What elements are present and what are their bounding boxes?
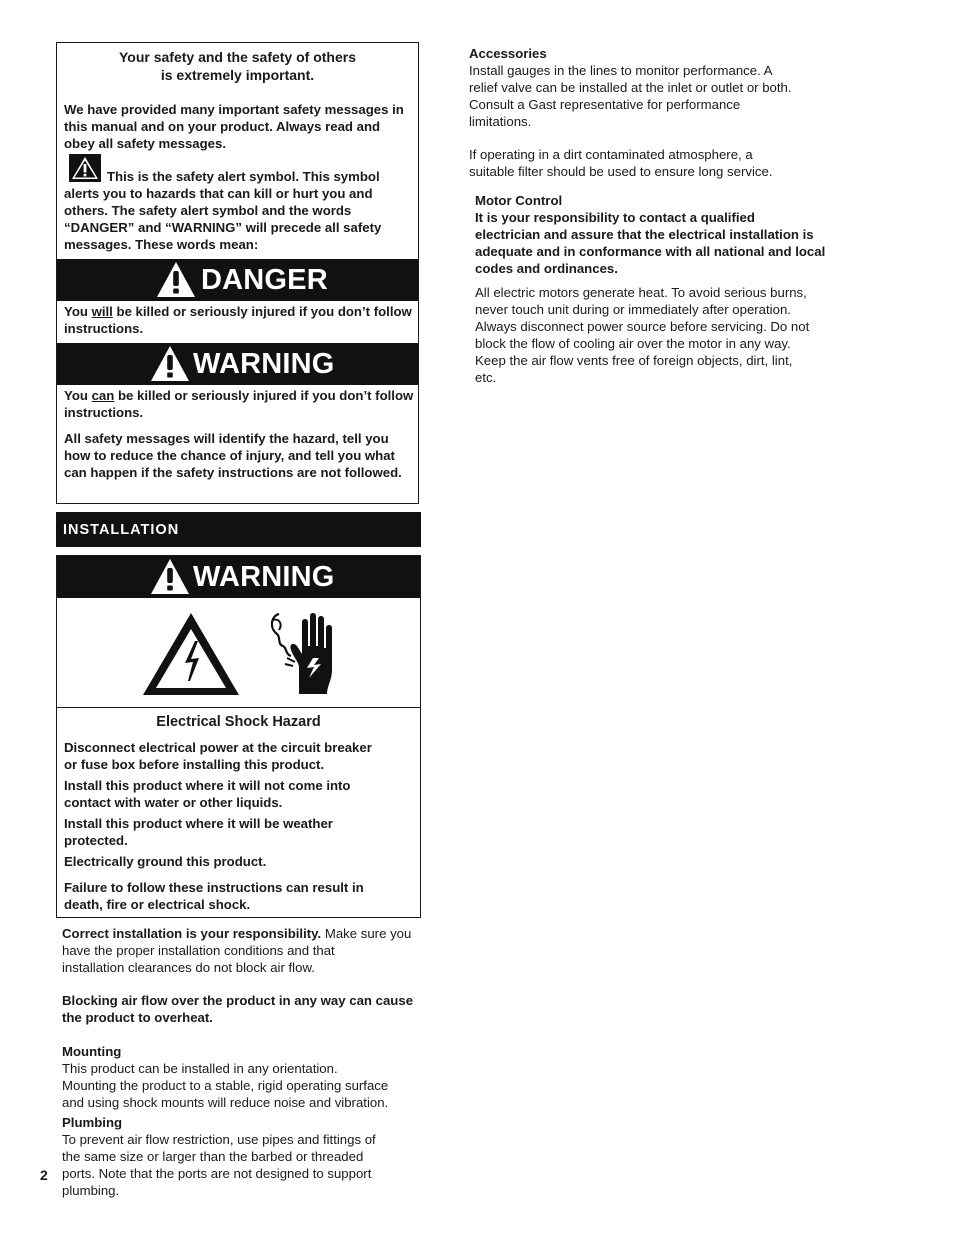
safety-heading-line-1: Your safety and the safety of others <box>118 49 356 65</box>
text-line: To prevent air flow restriction, use pipes and fittings of <box>62 1132 376 1147</box>
text-line: ports. Note that the ports are not designed to support <box>62 1166 372 1181</box>
warning-word: WARNING <box>193 348 335 380</box>
installation-section-header: INSTALLATION <box>56 512 421 547</box>
danger-alert-icon <box>155 260 197 300</box>
text-line: have the proper installation conditions and that <box>62 943 335 958</box>
hazard-instructions <box>64 739 372 913</box>
danger-key-word: will <box>91 304 113 319</box>
safety-heading-line-2: is extremely important. <box>160 67 315 83</box>
correct-installation-paragraph <box>62 925 411 976</box>
text-line: the same size or larger than the barbed or threaded <box>62 1149 364 1164</box>
install-warning-banner <box>57 556 420 598</box>
text-line: relief valve can be installed at the inlet or outlet or both. <box>469 80 792 95</box>
text-line: Blocking air flow over the product in any way can cause <box>62 993 414 1008</box>
plumbing-paragraph <box>62 1131 376 1199</box>
text-line: obey all safety messages. <box>64 136 227 151</box>
text-span: be killed or seriously injured if you don’t follow <box>112 304 412 319</box>
warning-alert-icon <box>149 344 191 384</box>
text-line: All safety messages will identify the hazard, tell you <box>64 431 389 446</box>
text-line: All electric motors generate heat. To avoid serious burns, <box>475 285 807 300</box>
text-line: protected. <box>64 833 128 848</box>
safety-identify-text <box>64 430 402 481</box>
electrical-shock-triangle-icon <box>141 611 241 702</box>
text-line: “DANGER” and “WARNING” will precede all safety <box>64 220 382 235</box>
safety-message-box <box>56 42 419 504</box>
accessories-paragraph <box>469 62 792 130</box>
text-span: be killed or seriously injured if you don’t follow <box>114 388 414 403</box>
safety-alert-icon <box>69 154 101 182</box>
text-line: codes and ordinances. <box>475 261 618 276</box>
text-line: others. The safety alert symbol and the words <box>64 203 352 218</box>
text-line: this manual and on your product. Always read and <box>64 119 381 134</box>
motor-heat-paragraph <box>475 284 809 386</box>
danger-word: DANGER <box>201 264 328 296</box>
text-line: messages. These words mean: <box>64 237 259 252</box>
text-line: It is your responsibility to contact a qualified <box>475 210 755 225</box>
text-line: never touch unit during or immediately after operation. <box>475 302 791 317</box>
text-line: We have provided many important safety messages in <box>64 102 404 117</box>
correct-installation-bold: Correct installation is your responsibility. <box>62 926 322 941</box>
text-line <box>62 925 411 942</box>
text-line: adequate and in conformance with all national and local <box>475 244 826 259</box>
text-line: Always disconnect power source before servicing. Do not <box>475 319 810 334</box>
text-line: Failure to follow these instructions can result in <box>64 880 364 895</box>
text-line: suitable filter should be used to ensure long service. <box>469 164 773 179</box>
warning-meaning <box>64 387 413 421</box>
text-line: Install this product where it will be weather <box>64 816 333 831</box>
text-line: Install this product where it will not come into <box>64 778 351 793</box>
text-line: and using shock mounts will reduce noise and vibration. <box>62 1095 389 1110</box>
text-line: alerts you to hazards that can kill or hurt you and <box>64 186 373 201</box>
page-number: 2 <box>40 1167 48 1183</box>
text-line: etc. <box>475 370 497 385</box>
text-line: contact with water or other liquids. <box>64 795 283 810</box>
safety-heading <box>57 48 418 84</box>
text-line: Consult a Gast representative for performance <box>469 97 741 112</box>
text-line: how to reduce the chance of injury, and tell you what <box>64 448 395 463</box>
text-line: death, fire or electrical shock. <box>64 897 251 912</box>
text-line: limitations. <box>469 114 532 129</box>
motor-control-heading: Motor Control <box>475 193 563 208</box>
text-line: installation clearances do not block air flow. <box>62 960 315 975</box>
text-line: Disconnect electrical power at the circuit breaker <box>64 740 372 755</box>
mounting-paragraph <box>62 1060 388 1111</box>
text-line: block the flow of cooling air over the motor in any way. <box>475 336 791 351</box>
install-warning-word: WARNING <box>193 561 335 593</box>
text-span: You <box>64 304 92 319</box>
blocking-airflow-warning <box>62 992 413 1026</box>
motor-control-responsibility <box>475 209 825 277</box>
hazard-title: Electrical Shock Hazard <box>156 714 321 730</box>
text-span: You <box>64 388 92 403</box>
hazard-pictograms <box>57 598 420 708</box>
text-line: This product can be installed in any orientation. <box>62 1061 338 1076</box>
warning-meaning-line-2: instructions. <box>64 405 144 420</box>
warning-meaning-line-1 <box>64 387 413 404</box>
shocked-hand-icon <box>269 610 341 705</box>
text-line: the product to overheat. <box>62 1010 213 1025</box>
danger-meaning <box>64 303 412 337</box>
text-line: Install gauges in the lines to monitor performance. A <box>469 63 773 78</box>
install-warning-alert-icon <box>149 557 191 597</box>
warning-banner <box>57 343 418 385</box>
dirt-atmosphere-paragraph <box>469 146 773 180</box>
safety-intro <box>64 101 404 152</box>
electrical-warning-box <box>56 555 421 918</box>
danger-meaning-line-2: instructions. <box>64 321 144 336</box>
accessories-heading: Accessories <box>469 46 547 61</box>
text-line: plumbing. <box>62 1183 120 1198</box>
warning-key-word: can <box>91 388 115 403</box>
text-line: can happen if the safety instructions are not followed. <box>64 465 402 480</box>
plumbing-heading: Plumbing <box>62 1115 123 1130</box>
text-line: Electrically ground this product. <box>64 854 267 869</box>
symbol-text-first-line: This is the safety alert symbol. This symbol <box>107 169 380 184</box>
text-line: electrician and assure that the electrical installation is <box>475 227 814 242</box>
danger-meaning-line-1 <box>64 303 412 320</box>
text-line: Mounting the product to a stable, rigid operating surface <box>62 1078 389 1093</box>
danger-banner <box>57 259 418 301</box>
mounting-heading: Mounting <box>62 1044 122 1059</box>
text-line: If operating in a dirt contaminated atmosphere, a <box>469 147 753 162</box>
symbol-text <box>64 185 381 253</box>
text-span: Make sure you <box>321 926 412 941</box>
text-line: or fuse box before installing this product. <box>64 757 325 772</box>
text-line: Keep the air flow vents free of foreign objects, dirt, lint, <box>475 353 793 368</box>
